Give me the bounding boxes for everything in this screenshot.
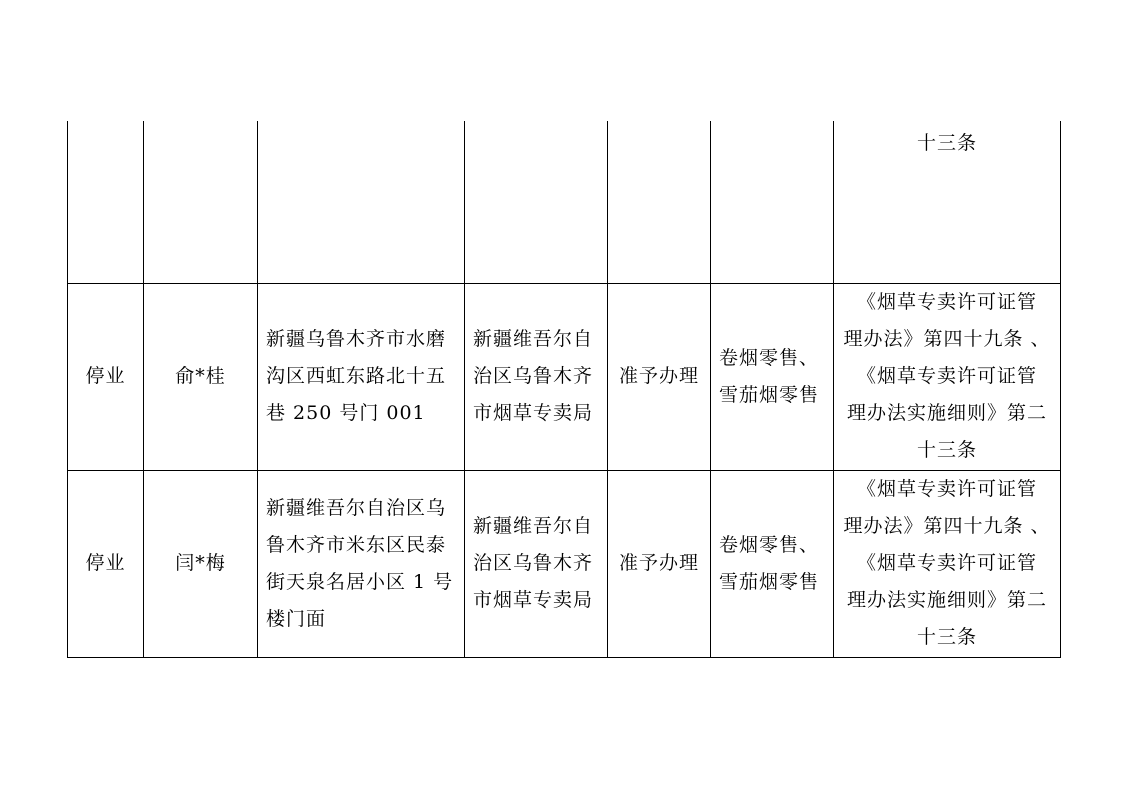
permit-table <box>67 121 1061 658</box>
status-cell: 停业 <box>68 283 144 470</box>
decision-cell: 准予办理 <box>608 470 711 657</box>
authority-cell <box>465 121 608 283</box>
status-cell <box>68 121 144 283</box>
table-row-continued <box>68 121 1061 283</box>
basis-line: 《烟草专卖许可证管 <box>856 552 1037 574</box>
basis-line: 十三条 <box>916 626 977 648</box>
basis-cell <box>834 283 1061 470</box>
basis-cell <box>834 470 1061 657</box>
authority-cell: 新疆维吾尔自治区乌鲁木齐市烟草专卖局 <box>465 470 608 657</box>
basis-line: 《烟草专卖许可证管 <box>856 291 1037 313</box>
name-cell: 闫*梅 <box>144 470 258 657</box>
scope-cell: 卷烟零售、雪茄烟零售 <box>711 283 834 470</box>
basis-continued-text: 十三条 <box>916 132 977 154</box>
scope-cell: 卷烟零售、雪茄烟零售 <box>711 470 834 657</box>
address-cell <box>258 121 465 283</box>
decision-cell: 准予办理 <box>608 283 711 470</box>
scope-cell <box>711 121 834 283</box>
decision-cell <box>608 121 711 283</box>
basis-line: 理办法实施细则》第二 <box>846 589 1047 611</box>
authority-cell: 新疆维吾尔自治区乌鲁木齐市烟草专卖局 <box>465 283 608 470</box>
basis-line: 理办法》第四十九条 、 <box>843 515 1051 537</box>
status-cell: 停业 <box>68 470 144 657</box>
basis-line: 《烟草专卖许可证管 <box>856 478 1037 500</box>
name-cell <box>144 121 258 283</box>
address-cell: 新疆乌鲁木齐市水磨沟区西虹东路北十五巷 250 号门 001 <box>258 283 465 470</box>
address-cell: 新疆维吾尔自治区乌鲁木齐市米东区民泰街天泉名居小区 1 号楼门面 <box>258 470 465 657</box>
table-row <box>68 470 1061 657</box>
basis-line: 十三条 <box>916 439 977 461</box>
basis-line: 理办法实施细则》第二 <box>846 402 1047 424</box>
basis-line: 《烟草专卖许可证管 <box>856 365 1037 387</box>
name-cell: 俞*桂 <box>144 283 258 470</box>
basis-line: 理办法》第四十九条 、 <box>843 328 1051 350</box>
basis-cell <box>834 121 1061 283</box>
table-row <box>68 283 1061 470</box>
